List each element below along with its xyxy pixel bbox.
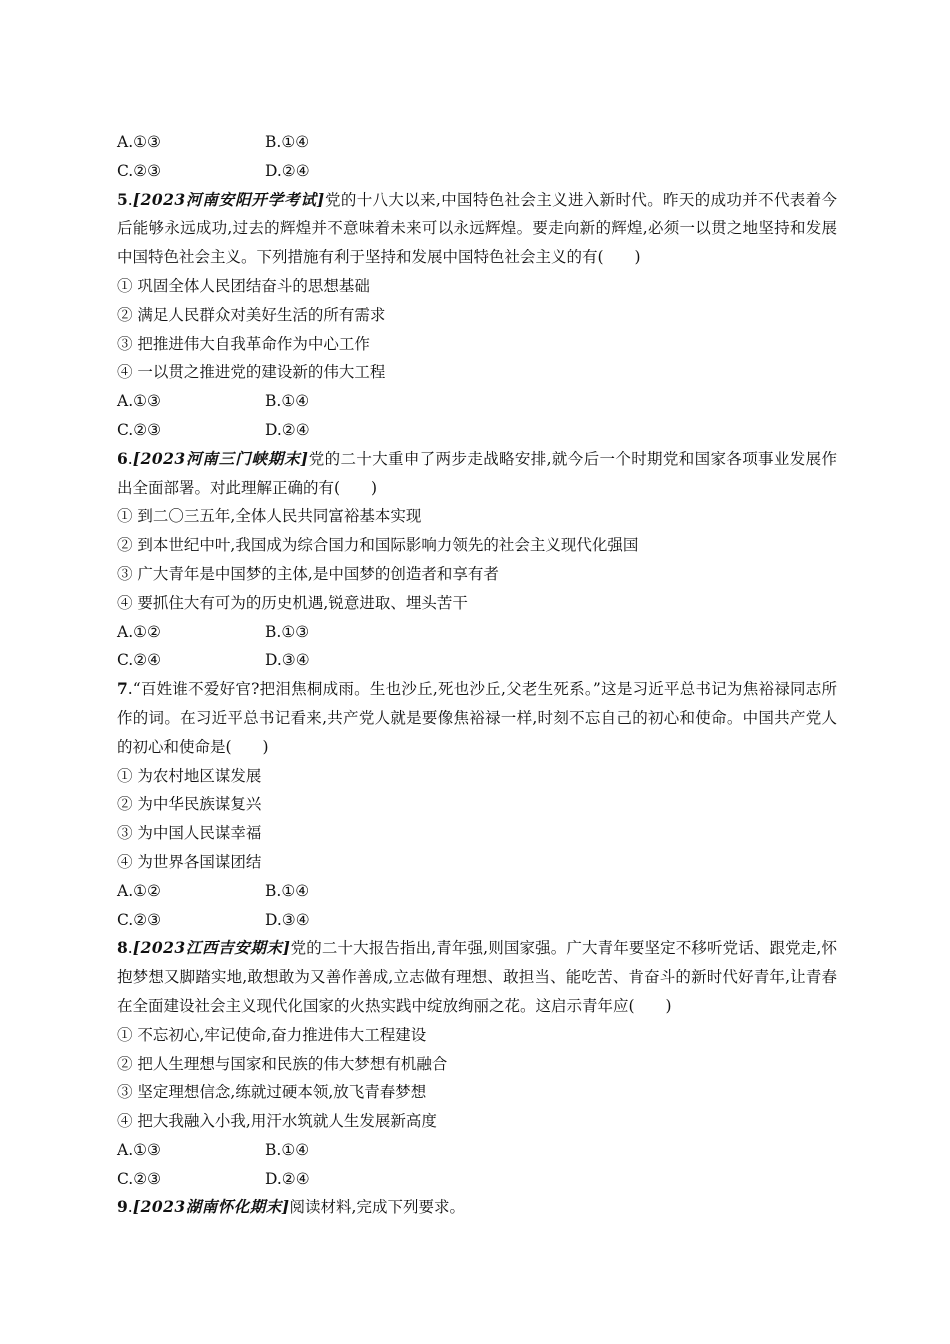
q5-item-1: ① 巩固全体人民团结奋斗的思想基础 [117,276,370,295]
q8-options-row-2 [117,1165,837,1194]
q7-item-4: ④ 为世界各国谋团结 [117,852,262,871]
q6-stem-text: 党的二十大重申了两步走战略安排,就今后一个时期党和国家各项事业发展作出全面部署。对此理解正确的有( ) [117,449,837,497]
q7-stem: 7.“百姓谁不爱好官?把泪焦桐成雨。生也沙丘,死也沙丘,父老生死系。”这是习近平总书记为焦裕禄同志所作的词。在习近平总书记看来,共产党人就是要像焦裕禄一样,时刻不忘自己的初心和使命。中国共产党人的初心和使命是( ) [117,679,837,756]
q9-stem: 9.[2023湖南怀化期末]阅读材料,完成下列要求。 [117,1197,465,1217]
q6-source: [2023河南三门峡期末] [132,448,309,468]
q6-item-4: ④ 要抓住大有可为的历史机遇,锐意进取、埋头苦干 [117,593,468,612]
q6-number: 6 [117,448,128,468]
q9-number: 9 [117,1197,128,1217]
q5-stem: 5.[2023河南安阳开学考试]党的十八大以来,中国特色社会主义进入新时代。昨天的成功并不代表着今后能够永远成功,过去的辉煌并不意味着未来可以永远辉煌。要走向新的辉煌,必须一以贯之地坚持和发展中国特色社会主义。下列措施有利于坚持和发展中国特色社会主义的有( ) [117,189,837,267]
q8-options-row-1 [117,1136,837,1165]
q6-item-1: ① 到二〇三五年,全体人民共同富裕基本实现 [117,507,422,526]
q4-options-row-1 [117,128,837,157]
q7-option-a[interactable]: A.①② [117,881,161,900]
q5-source: [2023河南安阳开学考试] [132,189,325,209]
q9-source: [2023湖南怀化期末] [132,1197,290,1217]
q6-item-2: ② 到本世纪中叶,我国成为综合国力和国际影响力领先的社会主义现代化强国 [117,536,639,555]
q6-stem: 6.[2023河南三门峡期末]党的二十大重申了两步走战略安排,就今后一个时期党和国家各项事业发展作出全面部署。对此理解正确的有( ) [117,448,837,497]
q5-option-c[interactable]: C.②③ [117,420,162,439]
q7-stem-text: “百姓谁不爱好官?把泪焦桐成雨。生也沙丘,死也沙丘,父老生死系。”这是习近平总书记为焦裕禄同志所作的词。在习近平总书记看来,共产党人就是要像焦裕禄一样,时刻不忘自己的初心和使命。中国共产党人的初心和使命是( ) [117,680,837,756]
q5-item-2: ② 满足人民群众对美好生活的所有需求 [117,305,386,324]
q6-options-row-2 [117,646,837,675]
q4-option-d[interactable]: D.②④ [265,161,310,180]
q9-stem-text: 阅读材料,完成下列要求。 [289,1198,465,1217]
q7-number: 7 [117,679,128,699]
q8-item-3: ③ 坚定理想信念,练就过硬本领,放飞青春梦想 [117,1083,427,1102]
q5-item-3: ③ 把推进伟大自我革命作为中心工作 [117,334,370,353]
q6-option-a[interactable]: A.①② [117,622,161,641]
q5-number: 5 [117,189,128,209]
q8-item-2: ② 把人生理想与国家和民族的伟大梦想有机融合 [117,1054,448,1073]
q8-item-4: ④ 把大我融入小我,用汗水筑就人生发展新高度 [117,1112,437,1131]
q6-item-3: ③ 广大青年是中国梦的主体,是中国梦的创造者和享有者 [117,564,499,583]
q7-item-2: ② 为中华民族谋复兴 [117,795,262,814]
q5-option-a[interactable]: A.①③ [117,392,161,411]
q8-stem-text: 党的二十大报告指出,青年强,则国家强。广大青年要坚定不移听党话、跟党走,怀抱梦想又脚踏实地,敢想敢为又善作善成,立志做有理想、敢担当、能吃苦、肯奋斗的新时代好青年,让青春在全面建设社会主义现代化国家的火热实践中绽放绚丽之花。这启示青年应( ) [117,939,837,1015]
q8-option-c[interactable]: C.②③ [117,1169,162,1188]
q6-options-row-1 [117,618,837,647]
q5-option-b[interactable]: B.①④ [265,392,310,411]
q4-option-c[interactable]: C.②③ [117,161,162,180]
q5-option-d[interactable]: D.②④ [265,420,310,439]
q7-item-3: ③ 为中国人民谋幸福 [117,824,262,843]
q8-stem: 8.[2023江西吉安期末]党的二十大报告指出,青年强,则国家强。广大青年要坚定不移听党话、跟党走,怀抱梦想又脚踏实地,敢想敢为又善作善成,立志做有理想、敢担当、能吃苦、肯奋斗的新时代好青年,让青春在全面建设社会主义现代化国家的火热实践中绽放绚丽之花。这启示青年应( ) [117,938,837,1015]
q6-option-d[interactable]: D.③④ [265,651,310,670]
q5-options-row-2 [117,416,837,445]
q4-option-b[interactable]: B.①④ [265,133,310,151]
q4-options-row-2 [117,157,837,186]
q5-options-row-1 [117,387,837,416]
q8-source: [2023江西吉安期末] [132,938,291,958]
q8-option-b[interactable]: B.①④ [265,1140,310,1159]
q8-option-a[interactable]: A.①③ [117,1140,161,1159]
q7-options-row-2 [117,906,837,935]
q8-option-d[interactable]: D.②④ [265,1169,310,1188]
q6-option-b[interactable]: B.①③ [265,622,310,641]
q7-option-b[interactable]: B.①④ [265,881,310,900]
q8-item-1: ① 不忘初心,牢记使命,奋力推进伟大工程建设 [117,1025,427,1044]
q7-option-d[interactable]: D.③④ [265,910,310,929]
q4-option-a[interactable]: A.①③ [117,133,161,151]
q6-option-c[interactable]: C.②④ [117,651,162,670]
q5-stem-text: 党的十八大以来,中国特色社会主义进入新时代。昨天的成功并不代表着今后能够永远成功,过去的辉煌并不意味着未来可以永远辉煌。要走向新的辉煌,必须一以贯之地坚持和发展中国特色社会主义。下列措施有利于坚持和发展中国特色社会主义的有( ) [117,190,837,267]
q8-number: 8 [117,938,128,958]
q5-item-4: ④ 一以贯之推进党的建设新的伟大工程 [117,363,386,382]
q7-item-1: ① 为农村地区谋发展 [117,766,262,785]
q7-options-row-1 [117,877,837,906]
document-page [117,128,837,1222]
q7-option-c[interactable]: C.②③ [117,910,162,929]
